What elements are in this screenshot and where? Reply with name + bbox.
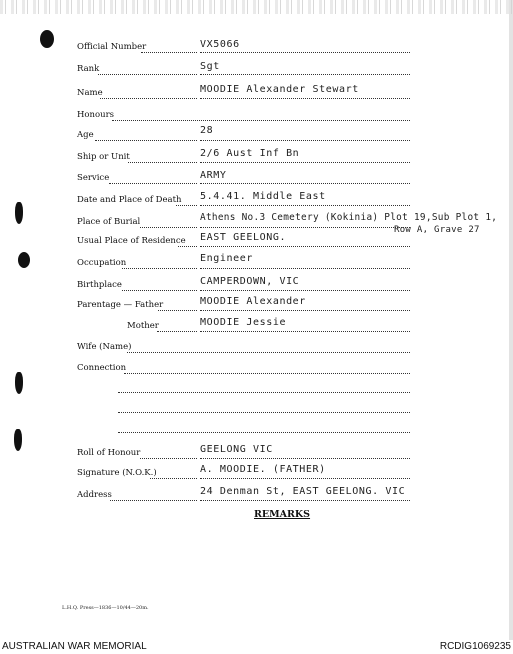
- birthplace-value: CAMPERDOWN, VIC: [200, 276, 300, 287]
- dotted-line: [200, 227, 410, 228]
- dotted-line: [127, 352, 410, 353]
- place-of-burial-label: Place of Burial: [77, 217, 141, 227]
- age-value: 28: [200, 125, 214, 136]
- dotted-line: [176, 205, 197, 206]
- official-number-label: Official Number: [77, 42, 147, 52]
- usual-residence-value: EAST GEELONG.: [200, 232, 287, 243]
- dotted-line: [128, 162, 197, 163]
- dotted-line: [200, 74, 410, 75]
- connection-label: Connection: [77, 363, 127, 373]
- place-of-burial-value-line2: Row A, Grave 27: [394, 225, 480, 235]
- official-number-value: VX5066: [200, 39, 240, 50]
- dotted-line: [98, 74, 197, 75]
- dotted-line: [157, 331, 197, 332]
- punch-hole-top: [40, 30, 54, 48]
- dotted-line: [200, 500, 410, 501]
- birthplace-label: Birthplace: [77, 280, 122, 290]
- dotted-line: [141, 52, 197, 53]
- dotted-line: [200, 246, 410, 247]
- dotted-line: [200, 478, 410, 479]
- dotted-line: [140, 227, 197, 228]
- footer-archive-name: AUSTRALIAN WAR MEMORIAL: [2, 641, 147, 652]
- date-place-death-label: Date and Place of Death: [77, 195, 182, 205]
- name-value: MOODIE Alexander Stewart: [200, 84, 359, 95]
- signature-label: Signature (N.O.K.): [77, 468, 157, 478]
- address-value: 24 Denman St, EAST GEELONG. VIC: [200, 486, 406, 497]
- dotted-line: [112, 120, 410, 121]
- dotted-line: [200, 52, 410, 53]
- date-place-death-value: 5.4.41. Middle East: [200, 191, 326, 202]
- punch-hole-4: [14, 429, 22, 451]
- occupation-label: Occupation: [77, 258, 127, 268]
- service-label: Service: [77, 173, 110, 183]
- service-value: ARMY: [200, 170, 227, 181]
- dotted-line: [118, 432, 410, 433]
- dotted-line: [200, 162, 410, 163]
- dotted-line: [109, 183, 197, 184]
- rank-value: Sgt: [200, 61, 220, 72]
- dotted-line: [200, 98, 410, 99]
- dotted-line: [95, 140, 197, 141]
- roll-of-honour-label: Roll of Honour: [77, 448, 141, 458]
- printer-note: L.H.Q. Press—1836—10/44—20m.: [62, 605, 149, 611]
- dotted-line: [200, 331, 410, 332]
- punch-hole-1: [15, 202, 23, 224]
- dotted-line: [200, 205, 410, 206]
- honours-label: Honours: [77, 110, 115, 120]
- parentage-mother-value: MOODIE Jessie: [200, 317, 287, 328]
- parentage-father-value: MOODIE Alexander: [200, 296, 306, 307]
- dotted-line: [200, 183, 410, 184]
- parentage-mother-label: Mother: [127, 321, 159, 331]
- scan-edge-right: [509, 0, 513, 640]
- age-label: Age: [77, 130, 94, 140]
- place-of-burial-value: Athens No.3 Cemetery (Kokinia) Plot 19,Sub Plot 1,: [200, 212, 498, 223]
- address-label: Address: [77, 490, 112, 500]
- dotted-line: [200, 290, 410, 291]
- dotted-line: [118, 392, 410, 393]
- ship-or-unit-label: Ship or Unit: [77, 152, 130, 162]
- dotted-line: [122, 268, 197, 269]
- dotted-line: [200, 268, 410, 269]
- dotted-line: [100, 98, 197, 99]
- dotted-line: [200, 458, 410, 459]
- dotted-line: [150, 478, 197, 479]
- scan-edge-top: [0, 0, 513, 14]
- dotted-line: [178, 246, 197, 247]
- occupation-value: Engineer: [200, 253, 253, 264]
- punch-hole-3: [15, 372, 23, 394]
- dotted-line: [122, 290, 197, 291]
- dotted-line: [158, 310, 197, 311]
- footer-record-id: RCDIG1069235: [439, 641, 511, 652]
- dotted-line: [200, 310, 410, 311]
- signature-value: A. MOODIE. (FATHER): [200, 464, 326, 475]
- dotted-line: [200, 140, 410, 141]
- name-label: Name: [77, 88, 103, 98]
- dotted-line: [118, 412, 410, 413]
- remarks-heading: REMARKS: [254, 509, 311, 520]
- dotted-line: [110, 500, 197, 501]
- parentage-father-label: Parentage — Father: [77, 300, 164, 310]
- rank-label: Rank: [77, 64, 100, 74]
- dotted-line: [140, 458, 197, 459]
- wife-label: Wife (Name): [77, 342, 132, 352]
- roll-of-honour-value: GEELONG VIC: [200, 444, 273, 455]
- ship-or-unit-value: 2/6 Aust Inf Bn: [200, 148, 300, 159]
- dotted-line: [124, 373, 410, 374]
- punch-hole-2: [18, 252, 30, 268]
- usual-residence-label: Usual Place of Residence: [77, 236, 186, 246]
